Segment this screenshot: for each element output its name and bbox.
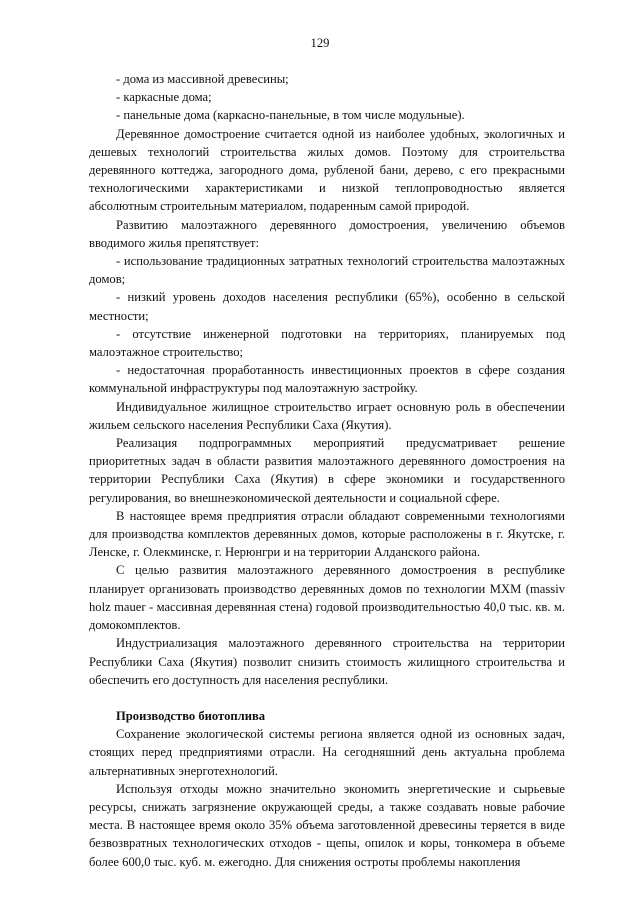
page-body [89, 70, 565, 871]
page-number: 129 [310, 36, 330, 50]
paragraph-wooden-housing: Деревянное домостроение считается одной из наиболее удобных, экологичных и дешевых технологий строительства жилых домов. Поэтому для строительства деревянного коттеджа, загородного дома, рубленой бани, дерево, с его прекрасными технологическими характеристиками и низкой теплопроводностью является абсолютным строительным материалом, подаренным самой природой. [89, 126, 565, 214]
paragraph-industrialization: Индустриализация малоэтажного деревянного строительства на территории Республики Саха (Якутия) позволит снизить стоимость жилищного строительства и обеспечить его доступность для населения республики. [89, 636, 565, 687]
section-heading: Производство биотоплива [116, 708, 266, 723]
paragraph-ecology: Сохранение экологической системы региона является одной из основных задач, стоящих перед предприятиями отрасли. На сегодняшний день актуальна проблема альтернативных энерготехнологий. [89, 727, 565, 778]
list-item-frame-houses: - каркасные дома; [116, 90, 212, 105]
list-item-massive-wood: - дома из массивной древесины; [116, 72, 289, 86]
paragraph-obstacles-intro: Развитию малоэтажного деревянного домостроения, увеличению объемов вводимого жилья препятствует: [89, 217, 565, 250]
list-item-engineering-prep: - отсутствие инженерной подготовки на территориях, планируемых под малоэтажное строительство; [89, 326, 565, 360]
paragraph-individual-housing: Индивидуальное жилищное строительство играет основную роль в обеспечении жильем сельского населения Республики Саха (Якутия). [89, 399, 565, 432]
paragraph-waste: Используя отходы можно значительно экономить энергетические и сырьевые ресурсы, снижать загрязнение окружающей среды, а также создавать новые рабочие места. В настоящее время около 35% объема заготовленной древесины теряется в виде безвозвратных технологических отходов - щепы, опилок и коры, тонкомера в объеме более 600,0 тыс. куб. м. ежегодно. Для снижения остроты проблемы накопления [89, 781, 565, 869]
paragraph-mhm-technology: С целью развития малоэтажного деревянного домостроения в республике планирует организовать производство деревянных домов по технологии МХМ (massiv holz mauer - массивная деревянная стена) годовой производительностью 40,0 тыс. кв. м. домокомплектов. [89, 563, 565, 633]
list-item-traditional-tech: - использование традиционных затратных технологий строительства малоэтажных домов; [89, 254, 565, 287]
list-item-investment-projects: - недостаточная проработанность инвестиционных проектов в сфере создания коммунальной инфраструктуры под малоэтажную застройку. [89, 363, 565, 396]
list-item-panel-houses: - панельные дома (каркасно-панельные, в том числе модульные). [116, 108, 465, 123]
paragraph-enterprises: В настоящее время предприятия отрасли обладают современными технологиями для производства комплектов деревянных домов, которые расположены в г. Якутске, г. Ленске, г. Олекминске, г. Нерюнгри и на территории Алданского района. [89, 508, 565, 560]
list-item-low-income: - низкий уровень доходов населения республики (65%), особенно в сельской местности; [89, 290, 565, 323]
paragraph-subprogram: Реализация подпрограммных мероприятий предусматривает решение приоритетных задач в области развития малоэтажного деревянного домостроения на территории Республики Саха (Якутия) в сфере экономики и государственного регулирования, во внешнеэкономической деятельности и социальной сфере. [89, 436, 565, 505]
